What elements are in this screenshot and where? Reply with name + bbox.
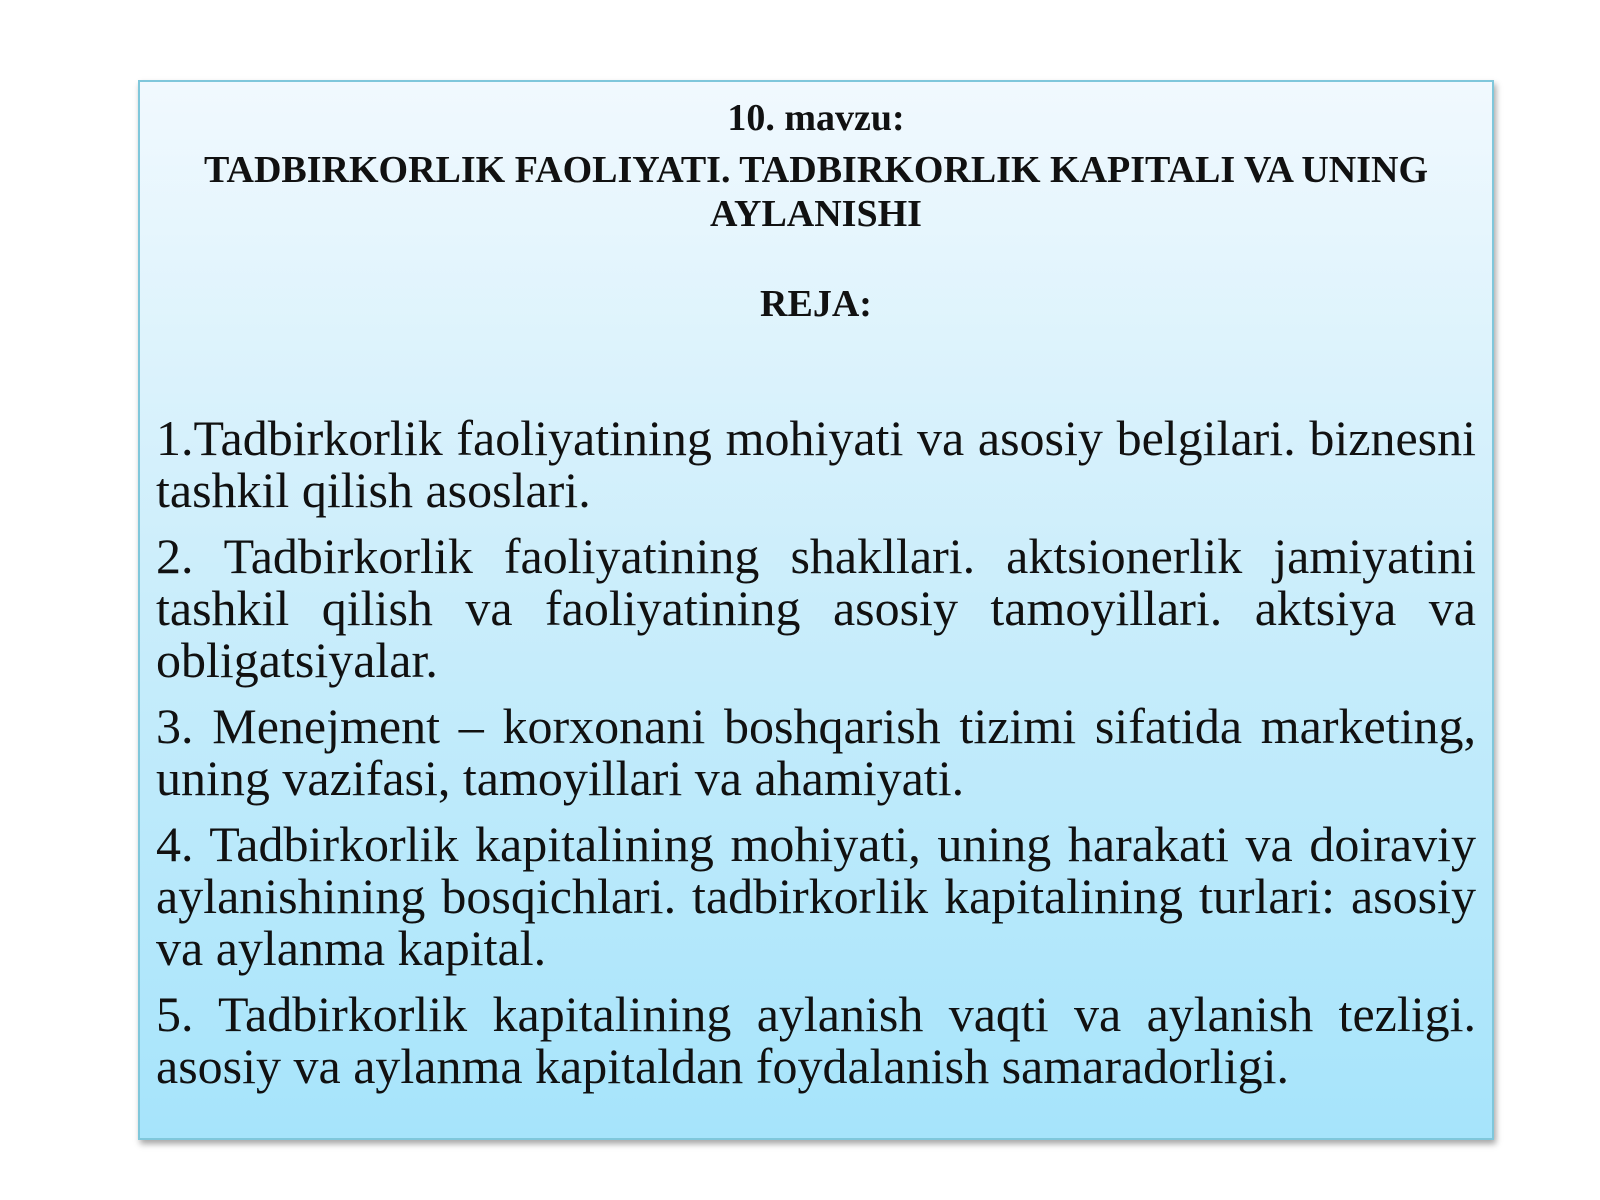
topic-number: 10. mavzu: (727, 97, 905, 139)
topic-title: TADBIRKORLIK FAOLIYATI. TADBIRKORLIK KAPITALI VA UNING AYLANISHI (204, 149, 1428, 235)
plan-item-1: 1.Tadbirkorlik faoliyatining mohiyati va asosiy belgilari. biznesni tashkil qilish asoslari. (156, 410, 1476, 518)
plan-item-5: 5. Tadbirkorlik kapitalining aylanish vaqti va aylanish tezligi. asosiy va aylanma kapitaldan foydalanish samaradorligi. (156, 986, 1476, 1094)
plan-label: REJA: (760, 283, 872, 325)
content-panel (138, 80, 1494, 1140)
plan-item-3: 3. Menejment – korxonani boshqarish tizimi sifatida marketing, uning vazifasi, tamoyillari va ahamiyati. (156, 698, 1476, 806)
plan-item-4: 4. Tadbirkorlik kapitalining mohiyati, uning harakati va doiraviy aylanishining bosqichlari. tadbirkorlik kapitalining turlari: asosiy va aylanma kapital. (156, 816, 1476, 976)
plan-list (156, 412, 1476, 1106)
plan-item-2: 2. Tadbirkorlik faoliyatining shakllari. aktsionerlik jamiyatini tashkil qilish va faoliyatining asosiy tamoyillari. aktsiya va obligatsiyalar. (156, 528, 1476, 688)
